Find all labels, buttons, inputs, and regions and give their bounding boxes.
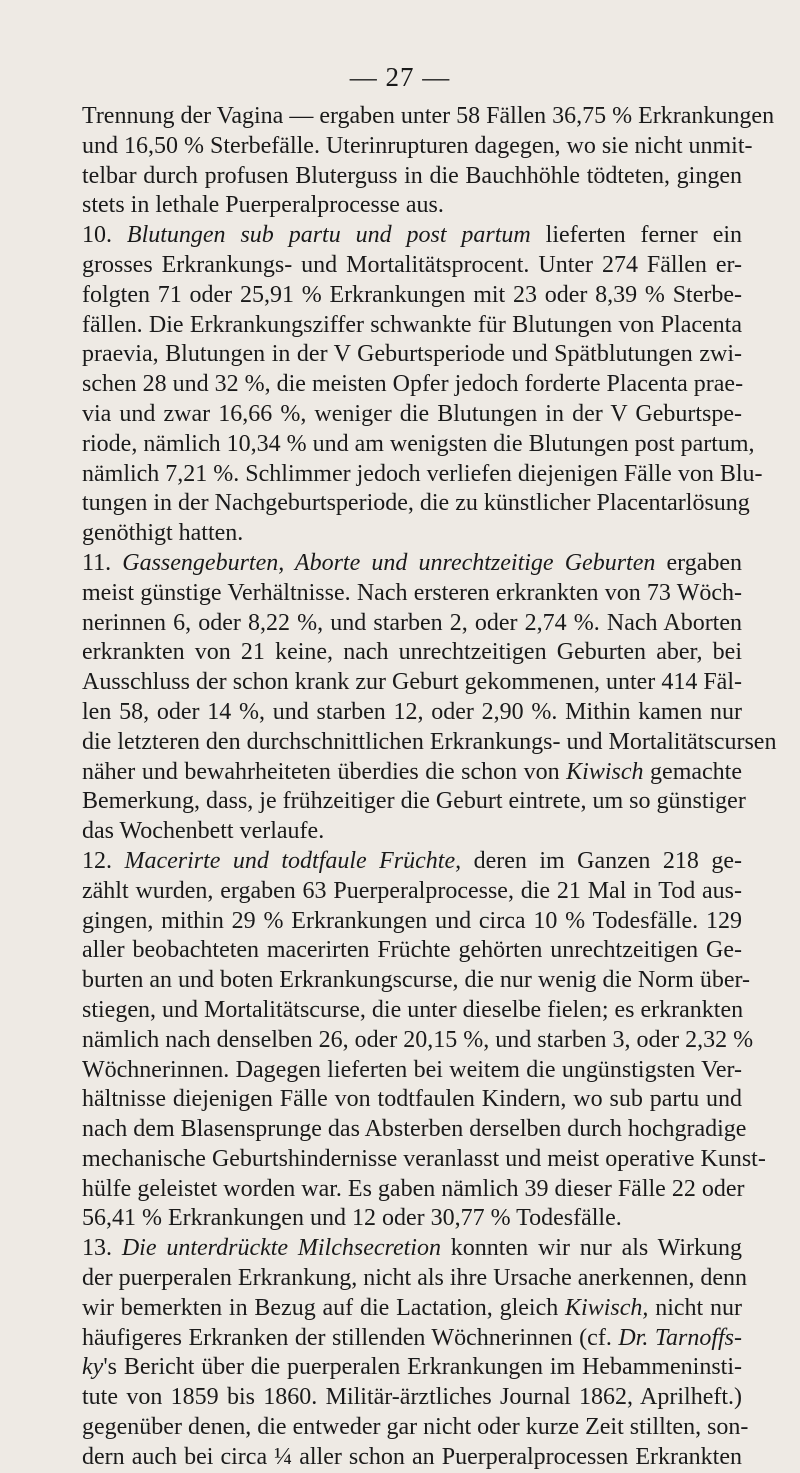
text-segment: meist günstige Verhältnisse. Nach ersteren erkrankten von 73 Wöch-	[82, 579, 742, 606]
text-line	[82, 102, 775, 132]
text-segment: nerinnen 6, oder 8,22 %, und starben 2, oder 2,74 %. Nach Aborten	[82, 609, 742, 636]
text-segment: gingen, mithin 29 % Erkrankungen und circa 10 % Todesfälle. 129	[82, 907, 742, 934]
text-segment: der puerperalen Erkrankung, nicht als ihre Ursache anerkennen, denn	[82, 1265, 748, 1292]
text-line	[82, 579, 742, 609]
text-line	[82, 191, 742, 221]
text-segment: die letzteren den durchschnittlichen Erkrankungs- und Mortalitätscursen	[82, 728, 777, 755]
text-line	[82, 817, 742, 847]
text-segment: erkrankten von 21 keine, nach unrechtzeitigen Geburten aber, bei	[82, 639, 742, 666]
text-line	[82, 758, 742, 788]
text-segment: riode, nämlich 10,34 % und am wenigsten die Blutungen post partum,	[82, 430, 755, 457]
text-line	[82, 132, 753, 162]
italic-phrase: Die unterdrückte Milchsecretion	[121, 1235, 441, 1262]
text-line	[82, 1413, 749, 1443]
text-segment: aller beobachteten macerirten Früchte gehörten unrechtzeitigen Ge-	[82, 937, 742, 964]
text-body	[82, 102, 777, 1473]
text-line	[82, 221, 742, 251]
text-segment: burten an und boten Erkrankungscurse, die nur wenig die Norm über-	[82, 967, 750, 994]
text-segment: stiegen, und Mortalitätscurse, die unter dieselbe fielen; es erkrankten	[82, 996, 744, 1023]
italic-phrase: ky	[82, 1354, 104, 1381]
text-line	[82, 787, 746, 817]
text-segment: gegenüber denen, die entweder gar nicht oder kurze Zeit stillten, son-	[82, 1414, 749, 1441]
text-segment: das Wochenbett verlaufe.	[82, 818, 325, 845]
text-segment: via und zwar 16,66 %, weniger die Blutungen in der V Geburtspe-	[82, 400, 742, 427]
text-segment: telbar durch profusen Bluterguss in die Bauchhöhle tödteten, gingen	[82, 162, 742, 189]
text-line	[82, 311, 742, 341]
text-line	[82, 877, 742, 907]
italic-phrase: Kiwisch,	[565, 1294, 649, 1321]
text-line	[82, 1026, 754, 1056]
text-line	[82, 370, 742, 400]
text-line	[82, 936, 742, 966]
text-line	[82, 519, 742, 549]
text-segment: ergaben	[655, 549, 743, 576]
text-line	[82, 549, 742, 579]
text-line	[82, 698, 742, 728]
text-line	[82, 907, 742, 937]
text-segment: folgten 71 oder 25,91 % Erkrankungen mit 23 oder 8,39 % Sterbe-	[82, 281, 742, 308]
text-line	[82, 609, 742, 639]
text-line	[82, 430, 755, 460]
text-line	[82, 251, 742, 281]
text-segment: gemachte	[643, 758, 742, 785]
text-line	[82, 1234, 742, 1264]
text-line	[82, 1175, 745, 1205]
text-line	[82, 460, 763, 490]
page-number: — 27 —	[349, 62, 451, 92]
text-segment: 13.	[82, 1235, 122, 1262]
text-segment: Trennung der Vagina — ergaben unter 58 Fällen 36,75 % Erkrankungen	[82, 103, 775, 129]
text-segment: deren im Ganzen 218 ge-	[461, 847, 743, 874]
text-segment: len 58, oder 14 %, und starben 12, oder 2,90 %. Mithin kamen nur	[82, 698, 742, 725]
text-segment: 's Bericht über die puerperalen Erkrankungen im Hebammeninsti-	[103, 1354, 742, 1381]
text-segment: Wöchnerinnen. Dagegen lieferten bei weitem die ungünstigsten Ver-	[82, 1056, 742, 1083]
text-segment: und 16,50 % Sterbefälle. Uterinrupturen dagegen, wo sie nicht unmit-	[82, 132, 753, 159]
text-segment: mechanische Geburtshindernisse veranlasst und meist operative Kunst-	[82, 1145, 766, 1172]
text-segment: genöthigt hatten.	[82, 520, 244, 547]
text-segment: hältnisse diejenigen Fälle von todtfaulen Kindern, wo sub partu und	[82, 1086, 742, 1113]
text-segment: wir bemerkten in Bezug auf die Lactation, gleich	[82, 1294, 566, 1321]
text-line	[82, 489, 750, 519]
text-segment: Bemerkung, dass, je frühzeitiger die Geburt eintrete, um so günstiger	[82, 788, 746, 815]
text-line	[82, 996, 742, 1026]
italic-phrase: Dr. Tarnoffs-	[618, 1324, 742, 1351]
italic-phrase: Kiwisch	[566, 758, 644, 785]
text-segment: konnten wir nur als Wirkung	[440, 1235, 743, 1262]
text-line	[82, 1115, 747, 1145]
text-line	[82, 1294, 742, 1324]
text-line	[82, 668, 742, 698]
text-segment: praevia, Blutungen in der V Geburtsperiode und Spätblutungen zwi-	[82, 341, 742, 368]
text-line	[82, 281, 742, 311]
text-line	[82, 1383, 742, 1413]
text-segment: tungen in der Nachgeburtsperiode, die zu künstlicher Placentarlösung	[82, 490, 750, 517]
text-line	[82, 162, 742, 192]
text-segment: lieferten ferner ein	[530, 222, 743, 249]
text-line	[82, 966, 750, 996]
text-segment: nämlich 7,21 %. Schlimmer jedoch verliefen diejenigen Fälle von Blu-	[82, 460, 763, 487]
text-segment: zählt wurden, ergaben 63 Puerperalprocesse, die 21 Mal in Tod aus-	[82, 877, 742, 904]
text-line	[82, 638, 742, 668]
text-segment: 12.	[82, 847, 125, 874]
text-segment: näher und bewahrheiteten überdies die schon von	[82, 758, 567, 785]
text-segment: stets in lethale Puerperalprocesse aus.	[82, 192, 444, 219]
text-segment: tute von 1859 bis 1860. Militär-ärztliches Journal 1862, Aprilheft.)	[82, 1384, 742, 1411]
text-segment: grosses Erkrankungs- und Mortalitätsprocent. Unter 274 Fällen er-	[82, 251, 742, 278]
text-segment: fällen. Die Erkrankungsziffer schwankte für Blutungen von Placenta	[82, 311, 742, 338]
text-segment: Ausschluss der schon krank zur Geburt gekommenen, unter 414 Fäl-	[82, 669, 742, 696]
text-segment: schen 28 und 32 %, die meisten Opfer jedoch forderte Placenta prae-	[82, 371, 744, 398]
text-line	[82, 728, 777, 758]
text-segment: 10.	[82, 222, 127, 249]
text-line	[82, 400, 742, 430]
text-line	[82, 1264, 748, 1294]
text-line	[82, 1324, 742, 1354]
italic-phrase: Blutungen sub partu und post partum	[126, 222, 531, 249]
text-segment: nach dem Blasensprunge das Absterben derselben durch hochgradige	[82, 1116, 747, 1143]
italic-phrase: Macerirte und todtfaule Früchte,	[124, 847, 462, 874]
text-segment: 11.	[82, 549, 123, 576]
text-segment: häufigeres Erkranken der stillenden Wöchnerinnen (cf.	[82, 1324, 619, 1351]
text-segment: 56,41 % Erkrankungen und 12 oder 30,77 % Todesfälle.	[82, 1205, 622, 1232]
text-line	[82, 847, 742, 877]
text-line	[82, 1204, 742, 1234]
text-segment: nicht nur	[648, 1294, 743, 1321]
text-segment: nämlich nach denselben 26, oder 20,15 %, und starben 3, oder 2,32 %	[82, 1026, 754, 1053]
text-segment: hülfe geleistet worden war. Es gaben nämlich 39 dieser Fälle 22 oder	[82, 1175, 745, 1202]
italic-phrase: Gassengeburten, Aborte und unrechtzeitige Geburten	[122, 549, 656, 576]
text-line	[82, 1056, 742, 1086]
text-segment: dern auch bei circa ¼ aller schon an Puerperalprocessen Erkrankten	[82, 1443, 742, 1470]
text-line	[82, 1145, 766, 1175]
text-line	[82, 340, 742, 370]
text-line	[82, 1443, 742, 1473]
text-line	[82, 1353, 742, 1383]
text-line	[82, 1085, 742, 1115]
